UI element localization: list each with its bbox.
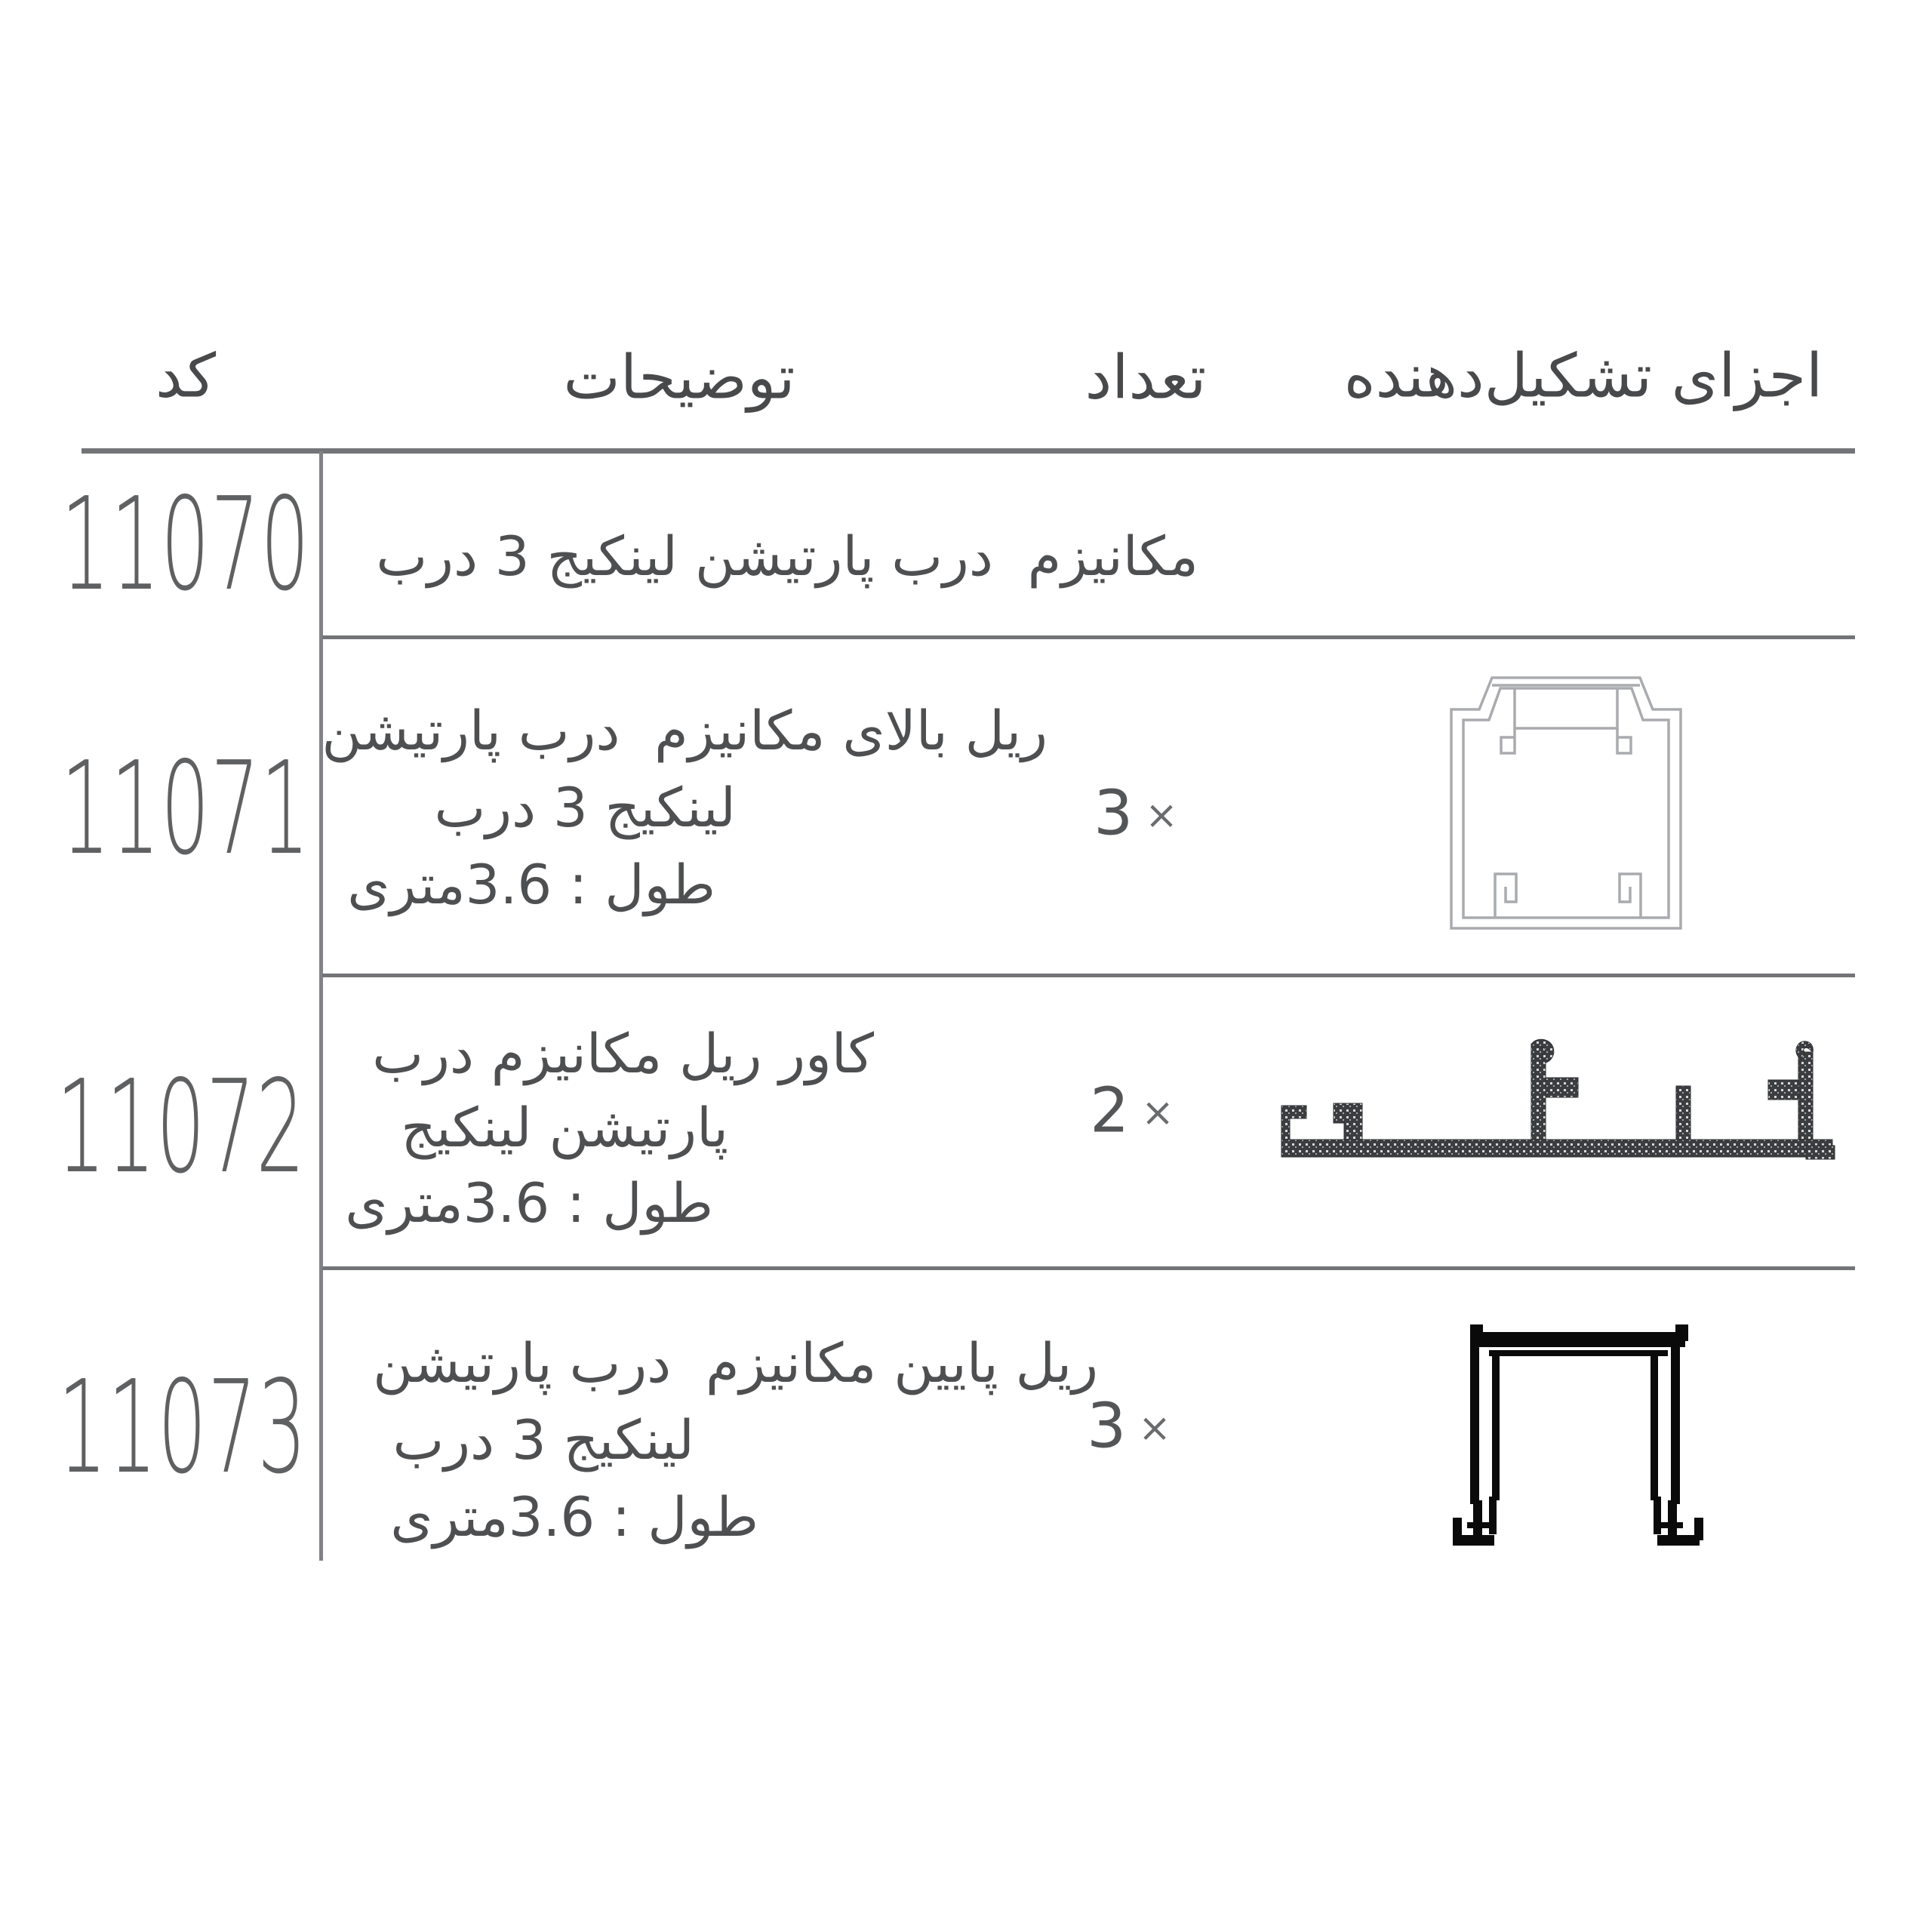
quantity-number: 3: [1094, 777, 1134, 850]
bottom-rail-cross-section-drawing: [1449, 1321, 1709, 1551]
quantity-number: 3: [1087, 1390, 1127, 1463]
description-line: لینکیج 3 درب: [434, 776, 736, 839]
quantity-value: [1087, 1391, 1171, 1463]
header-rule: [82, 448, 1855, 454]
part-code: 11073: [57, 1353, 308, 1503]
row-separator-1: [322, 635, 1855, 639]
description-line: ریل بالای مکانیزم درب پارتیشن: [321, 699, 1048, 762]
description-line: مکانیزم درب پارتیشن لینکیج 3 درب: [376, 525, 1198, 588]
column-divider: [319, 451, 323, 1561]
quantity-value: [1090, 1075, 1174, 1147]
column-header-quantity: تعداد: [1084, 342, 1207, 413]
description-line: طول : 3.6متری: [390, 1485, 758, 1549]
multiply-icon: ×: [1145, 792, 1178, 838]
row-separator-2: [322, 974, 1855, 977]
multiply-icon: ×: [1141, 1090, 1174, 1136]
description-line: کاور ریل مکانیزم درب: [372, 1022, 874, 1085]
part-code: 11072: [56, 1053, 306, 1202]
description-line: طول : 3.6متری: [347, 853, 715, 916]
quantity-number: 2: [1090, 1075, 1130, 1147]
description-line: پارتیشن لینکیج: [401, 1096, 728, 1159]
column-header-code: کد: [155, 340, 217, 411]
column-header-description: توضیحات: [563, 342, 795, 413]
part-code: 11071: [60, 734, 311, 884]
top-rail-cross-section-drawing: [1445, 675, 1687, 932]
description-line: ریل پایین مکانیزم درب پارتیشن: [373, 1331, 1098, 1395]
rail-cover-cross-section-drawing: [1278, 1040, 1855, 1164]
part-code: 11070: [60, 470, 311, 620]
quantity-value: [1094, 778, 1178, 850]
column-header-components: اجزای تشکیل‌دهنده: [1343, 340, 1823, 411]
description-line: طول : 3.6متری: [345, 1171, 713, 1235]
multiply-icon: ×: [1138, 1405, 1171, 1451]
description-line: لینکیج 3 درب: [392, 1408, 694, 1472]
row-separator-3: [322, 1266, 1855, 1270]
